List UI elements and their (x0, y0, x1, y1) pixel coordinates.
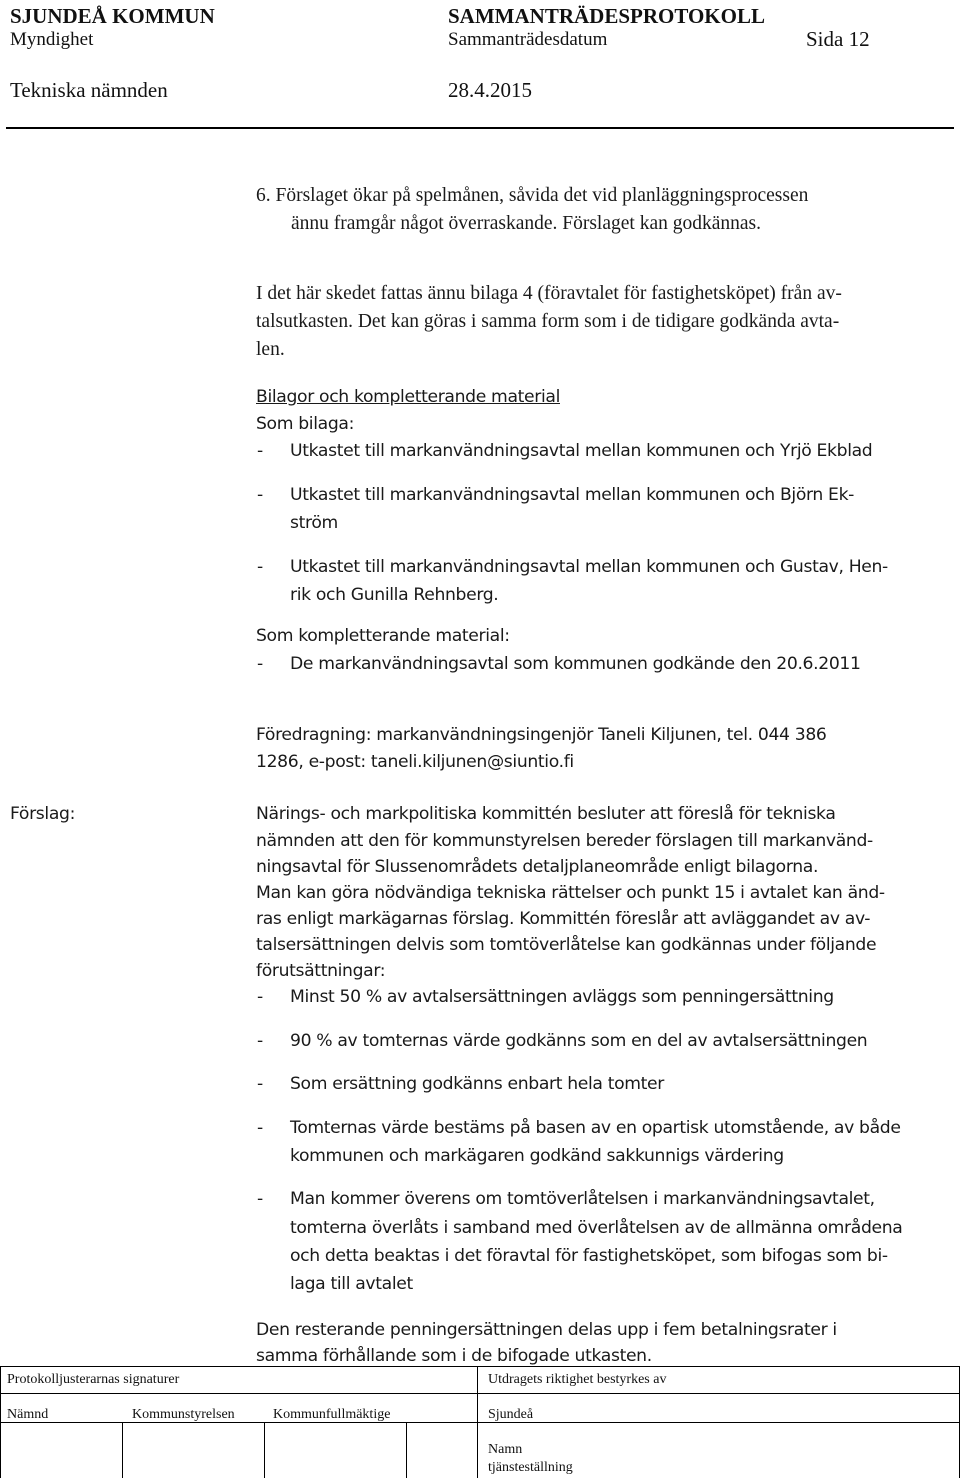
bilagor-heading: Bilagor och kompletterande material (256, 387, 560, 407)
condition-5-line4: laga till avtalet (290, 1274, 413, 1294)
condition-4-line1: Tomternas värde bestäms på basen av en opartisk utomstående, av både (290, 1118, 901, 1138)
meeting-date: 28.4.2015 (448, 78, 532, 102)
kompletterande-item-1: De markanvändningsavtal som kommunen godkände den 20.6.2011 (290, 654, 861, 674)
bilaga-item-3-line1: Utkastet till markanvändningsavtal mellan kommunen och Gustav, Hen- (290, 557, 888, 577)
condition-2: 90 % av tomternas värde godkänns som en del av avtalsersättningen (290, 1031, 868, 1051)
forslag-line7: förutsättningar: (256, 961, 386, 981)
para1-line1: I det här skedet fattas ännu bilaga 4 (föravtalet för fastighetsköpet) från av- (256, 283, 842, 304)
bilaga-item-3-line2: rik och Gunilla Rehnberg. (290, 585, 499, 605)
kompletterande-heading: Som kompletterande material: (256, 626, 510, 646)
footer-vline (477, 1366, 478, 1478)
condition-1: Minst 50 % av avtalsersättningen avläggs som penningersättning (290, 987, 834, 1007)
org-name: SJUNDEÅ KOMMUN (10, 4, 215, 28)
item6-line1: 6. Förslaget ökar på spelmånen, såvida det vid planläggningsprocessen (256, 185, 809, 206)
column-namnd: Nämnd (7, 1407, 49, 1422)
list-dash: - (257, 1074, 263, 1094)
foredragning-line2: 1286, e-post: taneli.kiljunen@siuntio.fi (256, 752, 574, 772)
condition-4-line2: kommunen och markägaren godkänd sakkunnigs värdering (290, 1146, 784, 1166)
bilaga-item-1: Utkastet till markanvändningsavtal mellan kommunen och Yrjö Ekblad (290, 441, 873, 461)
condition-5-line1: Man kommer överens om tomtöverlåtelsen i markanvändningsavtalet, (290, 1189, 875, 1209)
signatures-label: Protokolljusterarnas signaturer (7, 1372, 180, 1387)
rest-line2: samma förhållande som i de bifogade utkasten. (256, 1346, 652, 1366)
page-number: Sida 12 (806, 27, 870, 51)
list-dash: - (257, 1189, 263, 1209)
condition-5-line3: och detta beaktas i det föravtal för fastighetsköpet, som bifogas som bi- (290, 1246, 888, 1266)
para1-line2: talsutkasten. Det kan göras i samma form som i de tidigare godkända avta- (256, 311, 840, 332)
position-label: tjänsteställning (488, 1460, 573, 1475)
list-dash: - (257, 1031, 263, 1051)
forslag-line5: ras enligt markägarnas förslag. Kommittén föreslår att avläggandet av av- (256, 909, 871, 929)
footer-rule-top (0, 1366, 960, 1367)
bilaga-item-2-line2: ström (290, 513, 338, 533)
list-dash: - (257, 441, 263, 461)
header-rule (6, 127, 954, 129)
footer-vline (0, 1366, 1, 1478)
footer-vline (406, 1422, 407, 1478)
rest-line1: Den resterande penningersättningen delas upp i fem betalningsrater i (256, 1320, 837, 1340)
item6-line2: ännu framgår något överraskande. Förslaget kan godkännas. (291, 213, 762, 234)
authority-name: Tekniska nämnden (10, 78, 168, 102)
condition-5-line2: tomterna överlåts i samband med överlåtelsen av de allmänna områdena (290, 1218, 903, 1238)
list-dash: - (257, 485, 263, 505)
bilaga-item-2-line1: Utkastet till markanvändningsavtal mellan kommunen och Björn Ek- (290, 485, 855, 505)
list-dash: - (257, 654, 263, 674)
forslag-line6: talsersättningen delvis som tomtöverlåtelse kan godkännas under följande (256, 935, 877, 955)
document-type: SAMMANTRÄDESPROTOKOLL (448, 4, 765, 28)
forslag-line2: nämnden att den för kommunstyrelsen bereder förslagen till markanvänd- (256, 831, 873, 851)
column-kommunstyrelsen: Kommunstyrelsen (132, 1407, 235, 1422)
column-kommunfullmaktige: Kommunfullmäktige (273, 1407, 391, 1422)
foredragning-line1: Föredragning: markanvändningsingenjör Taneli Kiljunen, tel. 044 386 (256, 725, 827, 745)
list-dash: - (257, 987, 263, 1007)
footer-vline (122, 1422, 123, 1478)
list-dash: - (257, 1118, 263, 1138)
forslag-line1: Närings- och markpolitiska kommittén besluter att föreslå för tekniska (256, 804, 836, 824)
authority-label: Myndighet (10, 29, 94, 50)
condition-3: Som ersättning godkänns enbart hela tomter (290, 1074, 664, 1094)
date-label: Sammanträdesdatum (448, 29, 608, 50)
forslag-line3: ningsavtal för Slussenområdets detaljplaneområde enligt bilagorna. (256, 857, 819, 877)
list-dash: - (257, 557, 263, 577)
footer-vline (264, 1422, 265, 1478)
extract-certified-label: Utdragets riktighet bestyrkes av (488, 1372, 667, 1387)
name-label: Namn (488, 1442, 523, 1457)
forslag-line4: Man kan göra nödvändiga tekniska rättelser och punkt 15 i avtalet kan änd- (256, 883, 885, 903)
place-label: Sjundeå (488, 1407, 534, 1422)
para1-line3: len. (256, 339, 285, 360)
som-bilaga-label: Som bilaga: (256, 414, 355, 434)
footer-rule-middle (0, 1393, 960, 1394)
forslag-label: Förslag: (10, 804, 76, 824)
